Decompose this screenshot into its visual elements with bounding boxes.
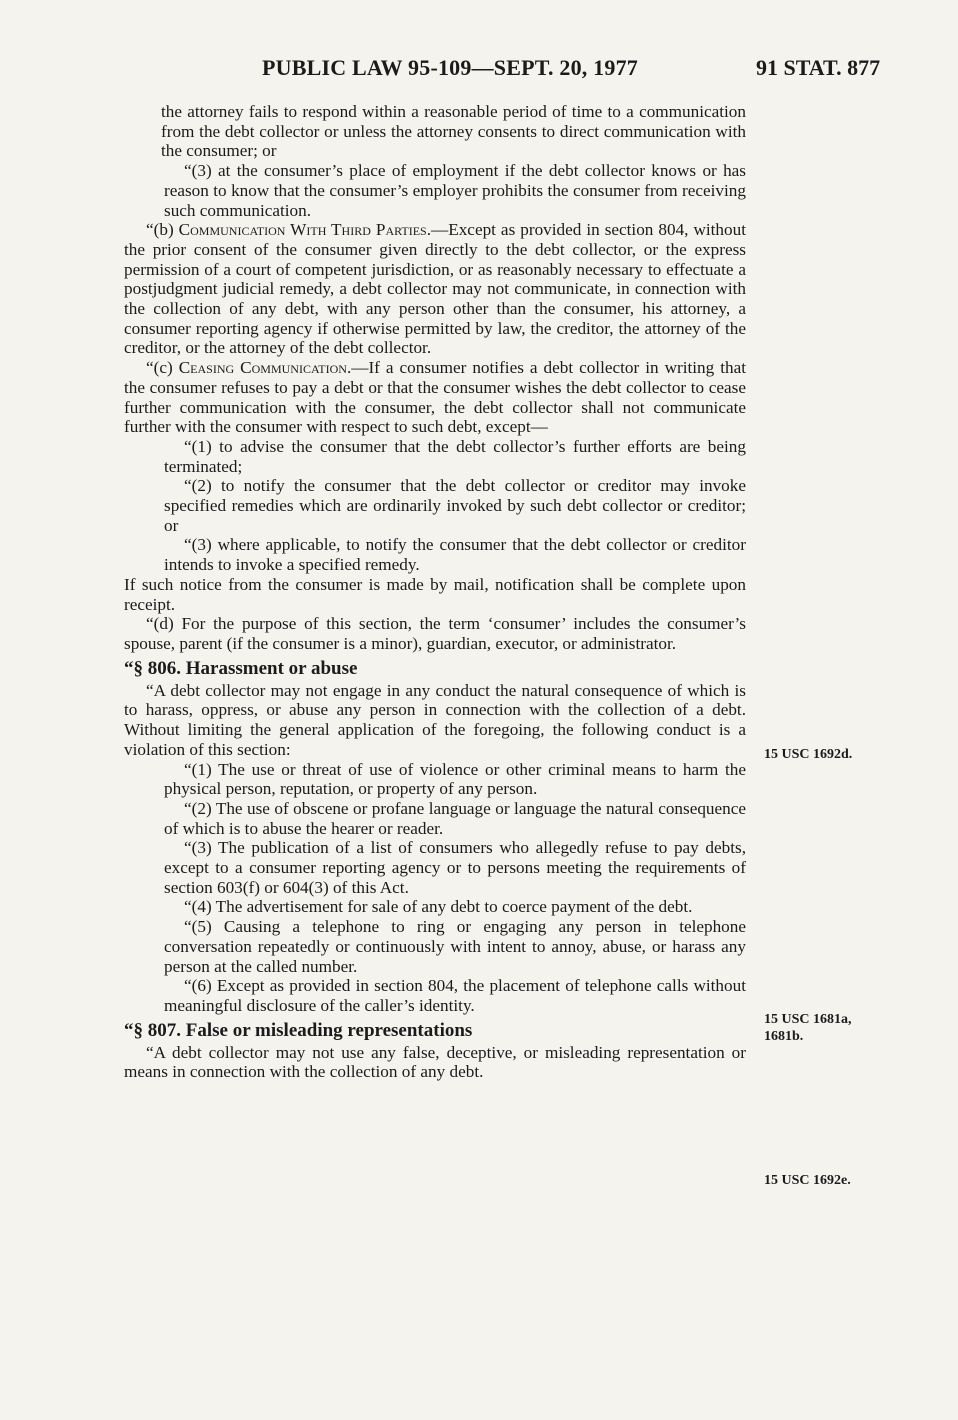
subsection-c-heading: Ceasing Communication. (178, 358, 352, 378)
margin-note-1681a-line2: 1681b. (764, 1029, 804, 1044)
clause-a3: “(3) at the consumer’s place of employment if the debt collector knows or has reason to know that the consumer’s employer prohibits the consumer from receiving such communication. (164, 161, 746, 220)
notice-by-mail: If such notice from the consumer is made by mail, notification shall be complete upon receipt. (124, 574, 746, 614)
clause-806-5: “(5) Causing a telephone to ring or engaging any person in telephone conversation repeatedly or continuously with intent to annoy, abuse, or harass any person at the called number. (164, 917, 746, 976)
clause-c3: “(3) where applicable, to notify the consumer that the debt collector or creditor intends to invoke a specified remedy. (164, 535, 746, 575)
margin-note-1681a (764, 1011, 914, 1045)
clause-806-1: “(1) The use or threat of use of violence or other criminal means to harm the physical person, reputation, or property of any person. (164, 759, 746, 799)
section-807-intro: “A debt collector may not use any false, deceptive, or misleading representation or means in connection with the collection of any debt. (124, 1042, 746, 1082)
running-header (0, 55, 958, 85)
clause-c2: “(2) to notify the consumer that the debt collector or creditor may invoke specified remedies which are ordinarily invoked by such debt collector or creditor; or (164, 476, 746, 535)
subsection-b-lead: “(b) (146, 220, 179, 240)
clause-806-2: “(2) The use of obscene or profane language or language the natural consequence of which is to abuse the hearer or reader. (164, 798, 746, 838)
paragraph-continued: the attorney fails to respond within a reasonable period of time to a communication from the debt collector or unless the attorney consents to direct communication with the consumer; or (161, 102, 746, 161)
section-807-heading: “§ 807. False or misleading representations (124, 1019, 473, 1041)
subsection-b (124, 220, 746, 358)
statute-page-number: 91 STAT. 877 (756, 55, 881, 80)
clause-c1: “(1) to advise the consumer that the debt collector’s further efforts are being terminated; (164, 436, 746, 476)
body-text (124, 102, 746, 1082)
clause-806-3: “(3) The publication of a list of consumers who allegedly refuse to pay debts, except to a consumer reporting agency or to persons meeting the requirements of section 603(f) or 604(3) of this Act. (164, 838, 746, 897)
subsection-b-heading: Communication With Third Parties. (178, 220, 432, 240)
subsection-c (124, 358, 746, 437)
section-806-heading: “§ 806. Harassment or abuse (124, 657, 358, 679)
subsection-d: “(d) For the purpose of this section, the term ‘consumer’ includes the consumer’s spouse, parent (if the consumer is a minor), guardian, executor, or administrator. (124, 614, 746, 653)
subsection-c-lead: “(c) (146, 358, 179, 378)
header-title: PUBLIC LAW 95-109—SEPT. 20, 1977 (262, 55, 638, 80)
subsection-c-text: —If a consumer notifies a debt collector in writing that the consumer refuses to pay a debt or that the consumer wishes the debt collector to cease further communication with the consumer, the debt collector shall not communicate further with the consumer with respect to such debt, except— (124, 358, 746, 437)
section-806-intro: “A debt collector may not engage in any conduct the natural consequence of which is to harass, oppress, or abuse any person in connection with the collection of a debt. Without limiting the general application of the foregoing, the following conduct is a violation of this section: (124, 680, 746, 759)
clause-806-4: “(4) The advertisement for sale of any debt to coerce payment of the debt. (184, 897, 693, 917)
margin-note-1692d: 15 USC 1692d. (764, 747, 853, 762)
subsection-b-text: —Except as provided in section 804, without the prior consent of the consumer given directly to the debt collector, or the express permission of a court of competent jurisdiction, or as reasonably necessary to effectuate a postjudgment judicial remedy, a debt collector may not communicate, in connection with the collection of any debt, with any person other than the consumer, his attorney, a consumer reporting agency if otherwise permitted by law, the creditor, the attorney of the creditor, or the attorney of the debt collector. (124, 220, 746, 358)
margin-note-1692e: 15 USC 1692e. (764, 1173, 851, 1188)
margin-note-1681a-line1: 15 USC 1681a, (764, 1012, 852, 1027)
clause-806-6: “(6) Except as provided in section 804, the placement of telephone calls without meaningful disclosure of the caller’s identity. (164, 976, 746, 1015)
